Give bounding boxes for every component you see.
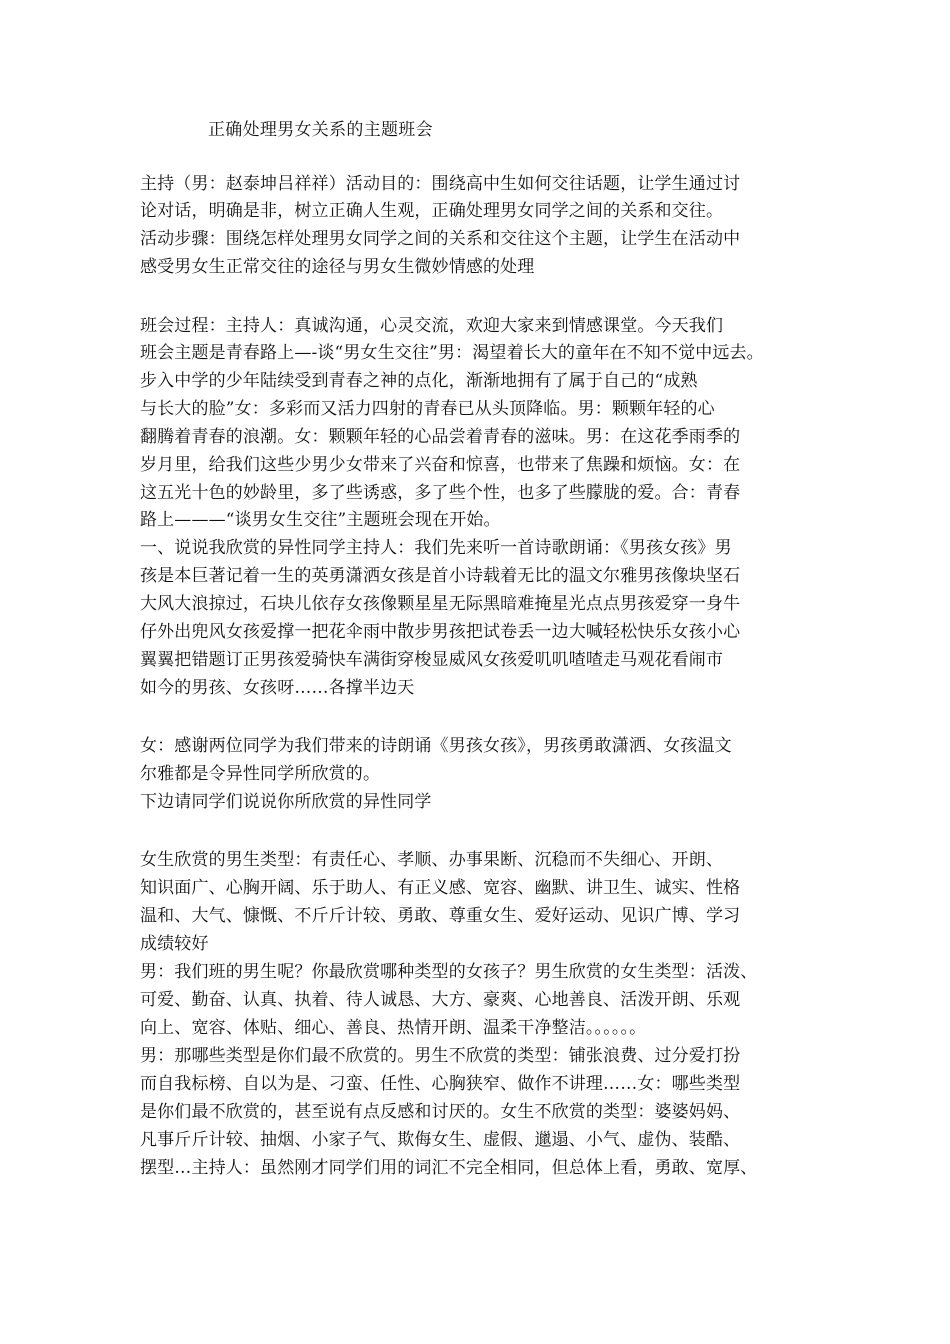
text-line: 尔雅都是令异性同学所欣赏的。 xyxy=(140,764,381,784)
text-line: 翼翼把错题订正男孩爱骑快车满街穿梭显威风女孩爱叽叽喳喳走马观花看闹市 xyxy=(140,650,724,670)
text-line: 是你们最不欣赏的，甚至说有点反感和讨厌的。女生不欣赏的类型：婆婆妈妈、 xyxy=(140,1102,741,1122)
text-line: 可爱、勤奋、认真、执着、待人诚恳、大方、豪爽、心地善良、活泼开朗、乐观 xyxy=(140,990,741,1010)
text-line: 温和、大气、慷慨、不斤斤计较、勇敢、尊重女生、爱好运动、见识广博、学习 xyxy=(140,906,741,926)
text-line: 摆型…主持人：虽然刚才同学们用的词汇不完全相同，但总体上看，勇敢、宽厚、 xyxy=(140,1158,758,1178)
text-line: 岁月里，给我们这些少男少女带来了兴奋和惊喜，也带来了焦躁和烦恼。女：在 xyxy=(140,455,741,475)
text-line: 班会过程：主持人：真诚沟通，心灵交流，欢迎大家来到情感课堂。今天我们 xyxy=(140,316,724,336)
text-line: 女：感谢两位同学为我们带来的诗朗诵《男孩女孩》，男孩勇敢潇洒、女孩温文 xyxy=(140,736,732,756)
text-line: 而自我标榜、自以为是、刁蛮、任性、心胸狭窄、做作不讲理……女：哪些类型 xyxy=(140,1074,741,1094)
text-line: 大风大浪掠过，石块儿依存女孩像颗星星无际黑暗难掩星光点点男孩爱穿一身牛 xyxy=(140,594,741,614)
text-line: 凡事斤斤计较、抽烟、小家子气、欺侮女生、虚假、邋遢、小气、虚伪、装酷、 xyxy=(140,1130,741,1150)
text-line: 下边请同学们说说你所欣赏的异性同学 xyxy=(140,792,432,812)
text-line: 如今的男孩、女孩呀……各撑半边天 xyxy=(140,678,415,698)
text-line: 一、说说我欣赏的异性同学主持人：我们先来听一首诗歌朗诵：《男孩女孩》男 xyxy=(140,538,732,558)
text-line: 知识面广、心胸开阔、乐于助人、有正义感、宽容、幽默、讲卫生、诚实、性格 xyxy=(140,878,741,898)
text-line: 翻腾着青春的浪潮。女：颗颗年轻的心品尝着青春的滋味。男：在这花季雨季的 xyxy=(140,427,741,447)
text-line: 与长大的脸”女：多彩而又活力四射的青春已从头顶降临。男：颗颗年轻的心 xyxy=(140,399,715,419)
text-line: 步入中学的少年陆续受到青春之神的点化，渐渐地拥有了属于自己的“成熟 xyxy=(140,371,698,391)
text-line: 主持（男：赵泰坤吕祥祥）活动目的：围绕高中生如何交往话题，让学生通过讨 xyxy=(140,174,741,194)
text-line: 孩是本巨著记着一生的英勇潇洒女孩是首小诗载着无比的温文尔雅男孩像块坚石 xyxy=(140,566,741,586)
text-line: 男：我们班的男生呢？你最欣赏哪种类型的女孩子？男生欣赏的女生类型：活泼、 xyxy=(140,962,758,982)
text-line: 班会主题是青春路上—-谈“男女生交往”男：渴望着长大的童年在不知不觉中远去。 xyxy=(140,343,764,363)
text-line: 仔外出兜风女孩爱撑一把花伞雨中散步男孩把试卷丢一边大喊轻松快乐女孩小心 xyxy=(140,622,741,642)
text-line: 论对话，明确是非，树立正确人生观，正确处理男女同学之间的关系和交往。 xyxy=(140,201,724,221)
text-line: 这五光十色的妙龄里，多了些诱惑，多了些个性，也多了些朦胧的爱。合：青春 xyxy=(140,483,741,503)
text-line: 感受男女生正常交往的途径与男女生微妙情感的处理 xyxy=(140,257,535,277)
text-line: 男：那哪些类型是你们最不欣赏的。男生不欣赏的类型：铺张浪费、过分爱打扮 xyxy=(140,1046,741,1066)
text-line: 路上———“谈男女生交往”主题班会现在开始。 xyxy=(140,510,501,530)
text-line: 女生欣赏的男生类型：有责任心、孝顺、办事果断、沉稳而不失细心、开朗、 xyxy=(140,850,724,870)
text-line: 成绩较好 xyxy=(140,934,209,954)
document-title: 正确处理男女关系的主题班会 xyxy=(208,120,433,140)
text-line: 活动步骤：围绕怎样处理男女同学之间的关系和交往这个主题，让学生在活动中 xyxy=(140,229,741,249)
text-line: 向上、宽容、体贴、细心、善良、热情开朗、温柔干净整洁。。。。。。 xyxy=(140,1018,647,1038)
